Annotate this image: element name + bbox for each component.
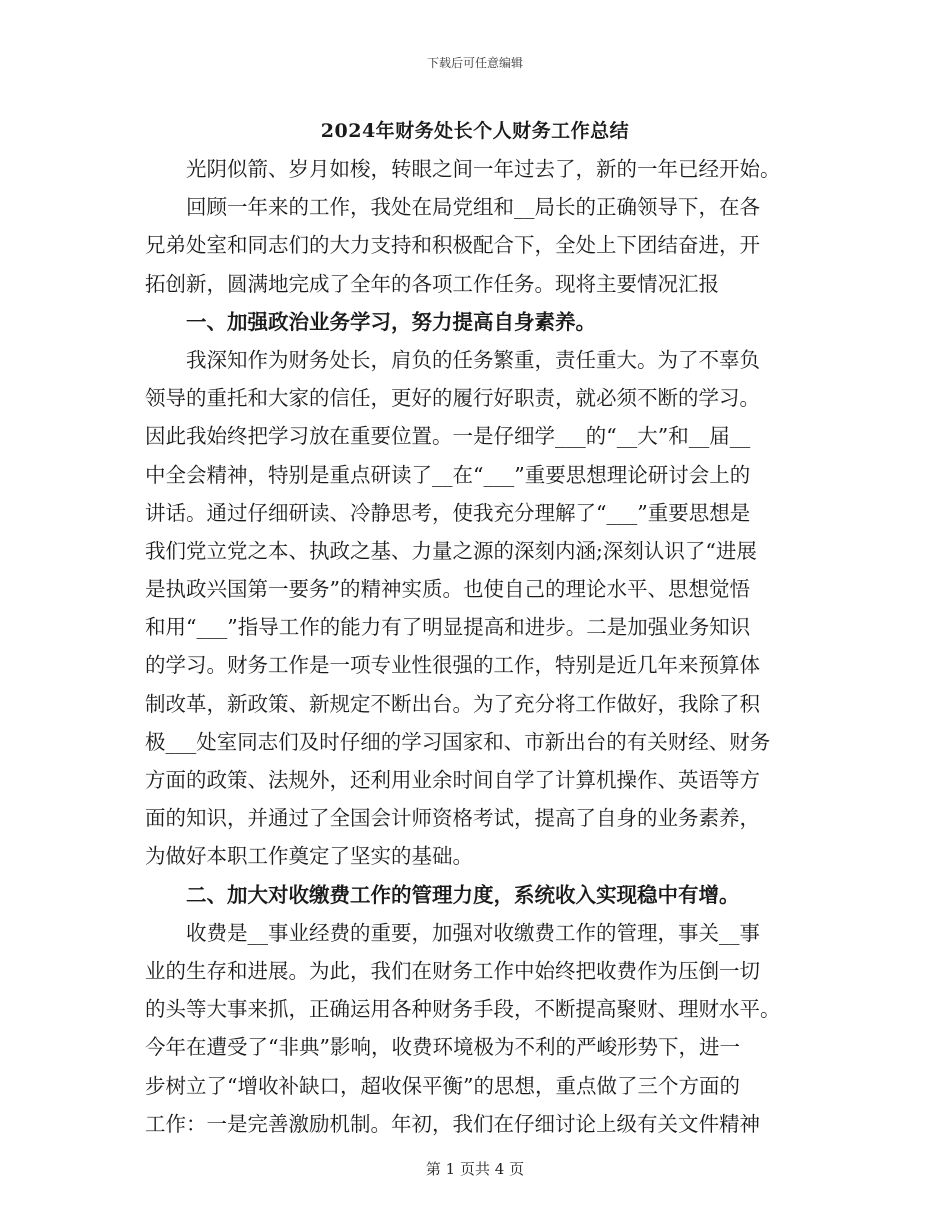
text-line: 中全会精神，特别是重点研读了__在“___”重要思想理论研讨会上的: [145, 462, 751, 487]
text-line: 的学习。财务工作是一项专业性很强的工作，特别是近几年来预算体: [145, 653, 760, 678]
text-line: 光阴似箭、岁月如梭，转眼之间一年过去了，新的一年已经开始。: [186, 157, 781, 181]
text-line: 收费是__事业经费的重要，加强对收缴费工作的管理，事关__事: [186, 920, 760, 945]
text-line: 制改革，新政策、新规定不断出台。为了充分将工作做好，我除了积: [145, 691, 760, 716]
text-line: 的头等大事来抓，正确运用各种财务手段，不断提高聚财、理财水平。: [145, 997, 781, 1022]
page-header: 下载后可任意编辑: [426, 56, 523, 70]
text-line: 今年在遭受了“非典”影响，收费环境极为不利的严峻形势下，进一: [145, 1035, 740, 1060]
text-line: 我们党立党之本、执政之基、力量之源的深刻内涵;深刻认识了“进展: [145, 538, 757, 563]
text-line: 工作：一是完善激励机制。年初，我们在仔细讨论上级有关文件精神: [145, 1111, 760, 1136]
text-line: 方面的政策、法规外，还利用业余时间自学了计算机操作、英语等方: [145, 768, 760, 792]
section-heading: 二、加大对收缴费工作的管理力度，系统收入实现稳中有增。: [186, 882, 740, 907]
text-line: 是执政兴国第一要务”的精神实质。也使自己的理论水平、思想觉悟: [145, 577, 750, 602]
text-line: 我深知作为财务处长，肩负的任务繁重，责任重大。为了不辜负: [186, 347, 760, 372]
text-line: 步树立了“增收补缺口，超收保平衡”的思想，重点做了三个方面的: [145, 1073, 740, 1098]
text-line: 领导的重托和大家的信任，更好的履行好职责，就必须不断的学习。: [145, 386, 760, 411]
text-line: 为做好本职工作奠定了坚实的基础。: [145, 844, 473, 869]
page-footer: 第 1 页共 4 页: [425, 1160, 525, 1178]
text-line: 面的知识，并通过了全国会计师资格考试，提高了自身的业务素养，: [145, 806, 760, 831]
text-line: 回顾一年来的工作，我处在局党组和__局长的正确领导下，在各: [186, 195, 760, 220]
text-line: 拓创新，圆满地完成了全年的各项工作任务。现将主要情况汇报: [145, 271, 719, 296]
section-heading: 一、加强政治业务学习，努力提高自身素养。: [186, 309, 596, 334]
text-line: 极___处室同志们及时仔细的学习国家和、市新出台的有关财经、财务: [145, 729, 771, 754]
document-title: 2024年财务处长个人财务工作总结: [320, 120, 630, 142]
text-line: 和用“___”指导工作的能力有了明显提高和进步。二是加强业务知识: [145, 615, 751, 640]
text-line: 兄弟处室和同志们的大力支持和积极配合下，全处上下团结奋进，开: [145, 233, 760, 258]
document-body: [145, 150, 815, 1143]
text-line: 业的生存和进展。为此，我们在财务工作中始终把收费作为压倒一切: [145, 958, 760, 983]
text-line: 讲话。通过仔细研读、冷静思考，使我充分理解了“___”重要思想是: [145, 500, 751, 525]
text-line: 因此我始终把学习放在重要位置。一是仔细学___的“__大”和__届__: [145, 424, 751, 449]
